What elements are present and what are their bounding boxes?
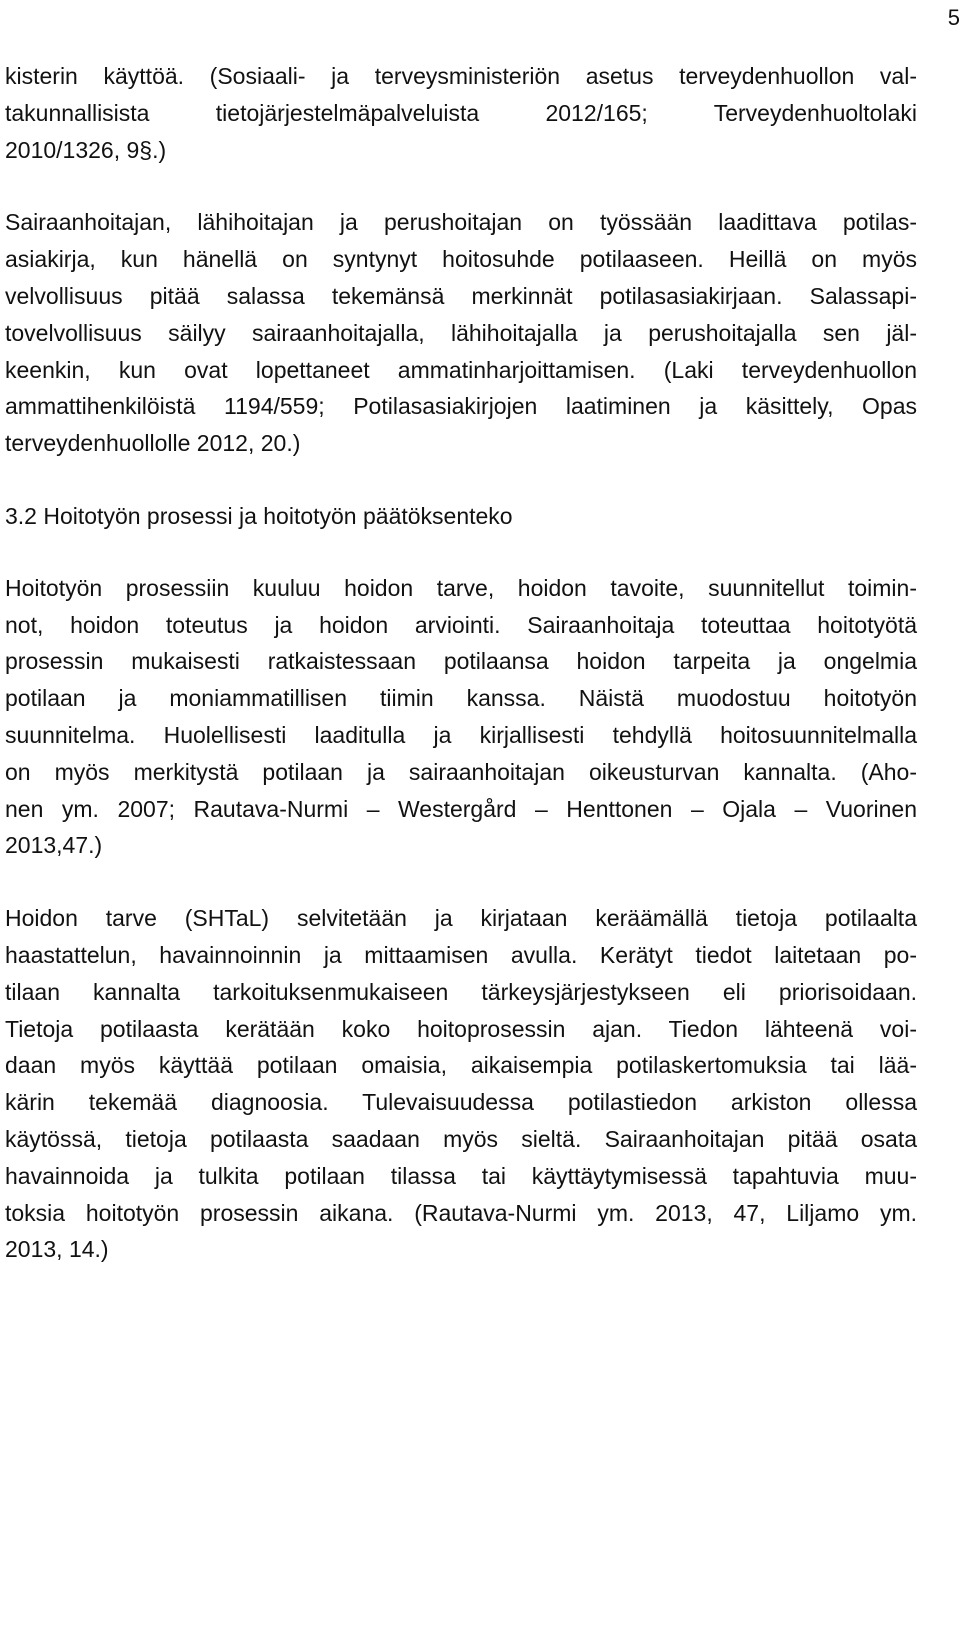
text-line: nen ym. 2007; Rautava-Nurmi – Westergård – Henttonen – Ojala – Vuorinen <box>5 795 917 822</box>
document-body <box>5 58 917 1268</box>
text-line: Hoidon tarve (SHTaL) selvitetään ja kirjataan keräämällä tietoja potilaalta <box>5 905 917 932</box>
section-heading: 3.2 Hoitotyön prosessi ja hoitotyön päätöksenteko <box>5 502 513 529</box>
text-line: daan myös käyttää potilaan omaisia, aikaisempia potilaskertomuksia tai lää- <box>5 1052 917 1079</box>
text-line: ammattihenkilöistä 1194/559; Potilasasiakirjojen laatiminen ja käsittely, Opas <box>5 393 917 420</box>
text-line: not, hoidon toteutus ja hoidon arviointi. Sairaanhoitaja toteuttaa hoitotyötä <box>5 611 917 638</box>
text-line: kisterin käyttöä. (Sosiaali- ja terveysministeriön asetus terveydenhuollon val- <box>5 63 917 89</box>
text-line: keenkin, kun ovat lopettaneet ammatinharjoittamisen. (Laki terveydenhuollon <box>5 356 917 383</box>
text-line: on myös merkitystä potilaan ja sairaanhoitajan oikeusturvan kannalta. (Aho- <box>5 758 917 785</box>
text-line: tilaan kannalta tarkoituksenmukaiseen tärkeysjärjestykseen eli priorisoidaan. <box>5 978 917 1005</box>
text-line: terveydenhuollolle 2012, 20.) <box>5 430 301 457</box>
text-line: asiakirja, kun hänellä on syntynyt hoitosuhde potilaaseen. Heillä on myös <box>5 246 917 273</box>
text-line: toksia hoitotyön prosessin aikana. (Rautava-Nurmi ym. 2013, 47, Liljamo ym. <box>5 1199 917 1226</box>
text-line: Sairaanhoitajan, lähihoitajan ja perushoitajan on työssään laadittava potilas- <box>5 209 917 236</box>
paragraph-1 <box>5 58 917 168</box>
text-line: kärin tekemää diagnoosia. Tulevaisuudessa potilastiedon arkiston ollessa <box>5 1089 917 1116</box>
text-line: velvollisuus pitää salassa tekemänsä merkinnät potilasasiakirjaan. Salassapi- <box>5 282 917 309</box>
paragraph-2 <box>5 204 917 462</box>
text-line: käytössä, tietoja potilaasta saadaan myös sieltä. Sairaanhoitajan pitää osata <box>5 1125 917 1152</box>
paragraph-3 <box>5 570 917 864</box>
text-line: 2013, 14.) <box>5 1236 109 1263</box>
text-line: Hoitotyön prosessiin kuuluu hoidon tarve, hoidon tavoite, suunnitellut toimin- <box>5 574 917 601</box>
page-number: 5 <box>947 5 960 30</box>
text-line: Tietoja potilaasta kerätään koko hoitoprosessin ajan. Tiedon lähteenä voi- <box>5 1015 917 1042</box>
text-line: havainnoida ja tulkita potilaan tilassa tai käyttäytymisessä tapahtuvia muu- <box>5 1162 917 1189</box>
text-line: 2013,47.) <box>5 832 103 859</box>
text-line: 2010/1326, 9§.) <box>5 136 167 163</box>
text-line: haastattelun, havainnoinnin ja mittaamisen avulla. Kerätyt tiedot laitetaan po- <box>5 941 917 968</box>
text-line: suunnitelma. Huolellisesti laaditulla ja kirjallisesti tehdyllä hoitosuunnitelmalla <box>5 721 917 748</box>
text-line: takunnallisista tietojärjestelmäpalveluista 2012/165; Terveydenhuoltolaki <box>5 99 917 126</box>
text-line: potilaan ja moniammatillisen tiimin kanssa. Näistä muodostuu hoitotyön <box>5 685 917 712</box>
paragraph-4 <box>5 900 917 1268</box>
text-line: prosessin mukaisesti ratkaistessaan potilaansa hoidon tarpeita ja ongelmia <box>5 648 917 675</box>
text-line: tovelvollisuus säilyy sairaanhoitajalla, lähihoitajalla ja perushoitajalla sen jäl- <box>5 319 917 346</box>
